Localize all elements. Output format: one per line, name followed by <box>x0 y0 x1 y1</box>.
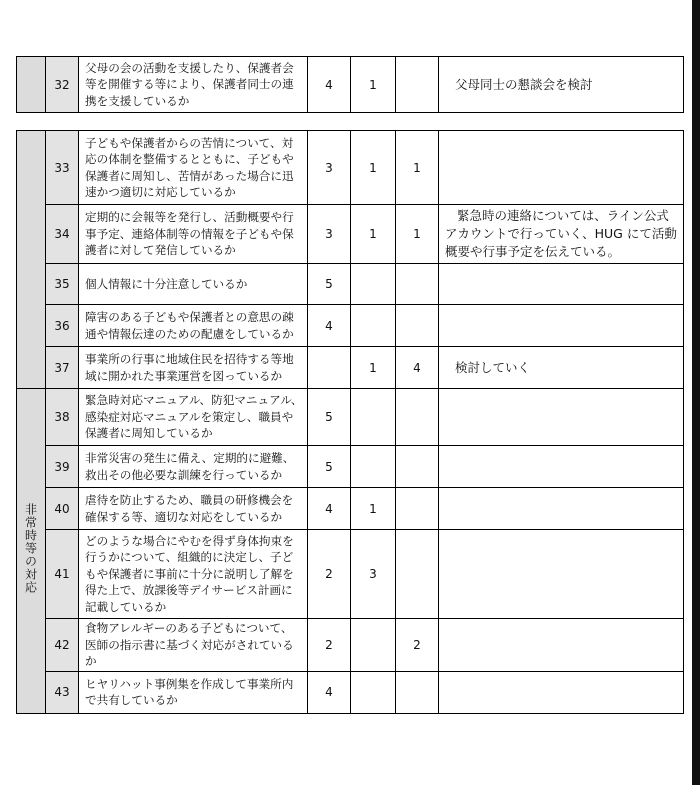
table-row <box>17 446 684 488</box>
count-yes: 4 <box>308 305 351 347</box>
table-row <box>17 305 684 347</box>
page-edge-shadow <box>692 0 700 785</box>
category-label: 非常時等の対応 <box>23 503 38 595</box>
improvement-note <box>439 446 684 488</box>
count-partial: 1 <box>351 347 396 389</box>
count-no <box>396 530 439 619</box>
count-yes <box>308 347 351 389</box>
count-no: 2 <box>396 619 439 672</box>
table-row <box>17 488 684 530</box>
count-no <box>396 305 439 347</box>
item-number: 33 <box>46 131 79 205</box>
count-yes: 4 <box>308 488 351 530</box>
question-text: 事業所の行事に地域住民を招待する等地域に開かれた事業運営を図っているか <box>79 347 308 389</box>
question-text: 個人情報に十分注意しているか <box>79 264 308 305</box>
item-number: 32 <box>46 57 79 113</box>
table-row <box>17 530 684 619</box>
count-partial <box>351 264 396 305</box>
improvement-note <box>439 264 684 305</box>
question-text: 非常災害の発生に備え、定期的に避難、救出その他必要な訓練を行っているか <box>79 446 308 488</box>
count-partial <box>351 671 396 713</box>
count-yes: 2 <box>308 619 351 672</box>
category-cell <box>17 131 46 389</box>
question-text: 食物アレルギーのある子どもについて、医師の指示書に基づく対応がされているか <box>79 619 308 672</box>
top-crop-cover <box>0 0 700 56</box>
table-row <box>17 389 684 446</box>
count-no <box>396 264 439 305</box>
question-text: どのような場合にやむを得ず身体拘束を行うかについて、組織的に決定し、子どもや保護者に事前に十分に説明し了解を得た上で、放課後等デイサービス計画に記載しているか <box>79 530 308 619</box>
count-no <box>396 446 439 488</box>
question-text: 虐待を防止するため、職員の研修機会を確保する等、適切な対応をしているか <box>79 488 308 530</box>
item-number: 43 <box>46 671 79 713</box>
question-text: ヒヤリハット事例集を作成して事業所内で共有しているか <box>79 671 308 713</box>
question-text: 障害のある子どもや保護者との意思の疎通や情報伝達のための配慮をしているか <box>79 305 308 347</box>
question-text: 定期的に会報等を発行し、活動概要や行事予定、連絡体制等の情報を子どもや保護者に対して発信しているか <box>79 205 308 264</box>
category-emergency <box>17 389 46 714</box>
count-no <box>396 57 439 113</box>
count-partial: 1 <box>351 131 396 205</box>
item-number: 34 <box>46 205 79 264</box>
survey-table-main <box>16 130 684 714</box>
category-cell <box>17 57 46 113</box>
table-row <box>17 619 684 672</box>
count-no <box>396 488 439 530</box>
question-text: 緊急時対応マニュアル、防犯マニュアル、感染症対応マニュアルを策定し、職員や保護者に周知しているか <box>79 389 308 446</box>
count-partial <box>351 446 396 488</box>
count-yes: 5 <box>308 264 351 305</box>
count-partial <box>351 305 396 347</box>
count-yes: 3 <box>308 131 351 205</box>
improvement-note: 緊急時の連絡については、ライン公式アカウントで行っていく、HUG にて活動概要や行事予定を伝えている。 <box>439 205 684 264</box>
count-no <box>396 671 439 713</box>
count-yes: 4 <box>308 57 351 113</box>
question-text: 父母の会の活動を支援したり、保護者会等を開催する等により、保護者同士の連携を支援しているか <box>79 57 308 113</box>
item-number: 37 <box>46 347 79 389</box>
count-partial: 1 <box>351 205 396 264</box>
improvement-note <box>439 389 684 446</box>
table-row <box>17 671 684 713</box>
count-partial <box>351 619 396 672</box>
count-partial <box>351 389 396 446</box>
item-number: 40 <box>46 488 79 530</box>
improvement-note <box>439 619 684 672</box>
table-row <box>17 264 684 305</box>
improvement-note <box>439 305 684 347</box>
question-text: 子どもや保護者からの苦情について、対応の体制を整備するとともに、子どもや保護者に周知し、苦情があった場合に迅速かつ適切に対応しているか <box>79 131 308 205</box>
table-row <box>17 131 684 205</box>
table-row <box>17 205 684 264</box>
count-yes: 5 <box>308 446 351 488</box>
item-number: 39 <box>46 446 79 488</box>
improvement-note: 父母同士の懇談会を検討 <box>439 57 684 113</box>
count-no: 1 <box>396 131 439 205</box>
item-number: 41 <box>46 530 79 619</box>
item-number: 38 <box>46 389 79 446</box>
count-yes: 4 <box>308 671 351 713</box>
improvement-note: 検討していく <box>439 347 684 389</box>
count-yes: 3 <box>308 205 351 264</box>
survey-table-top <box>16 56 684 113</box>
improvement-note <box>439 530 684 619</box>
count-no: 4 <box>396 347 439 389</box>
count-yes: 2 <box>308 530 351 619</box>
item-number: 36 <box>46 305 79 347</box>
count-no: 1 <box>396 205 439 264</box>
table-row <box>17 57 684 113</box>
item-number: 42 <box>46 619 79 672</box>
table-row <box>17 347 684 389</box>
count-yes: 5 <box>308 389 351 446</box>
count-partial: 3 <box>351 530 396 619</box>
count-partial: 1 <box>351 488 396 530</box>
improvement-note <box>439 488 684 530</box>
count-partial: 1 <box>351 57 396 113</box>
count-no <box>396 389 439 446</box>
improvement-note <box>439 131 684 205</box>
item-number: 35 <box>46 264 79 305</box>
improvement-note <box>439 671 684 713</box>
